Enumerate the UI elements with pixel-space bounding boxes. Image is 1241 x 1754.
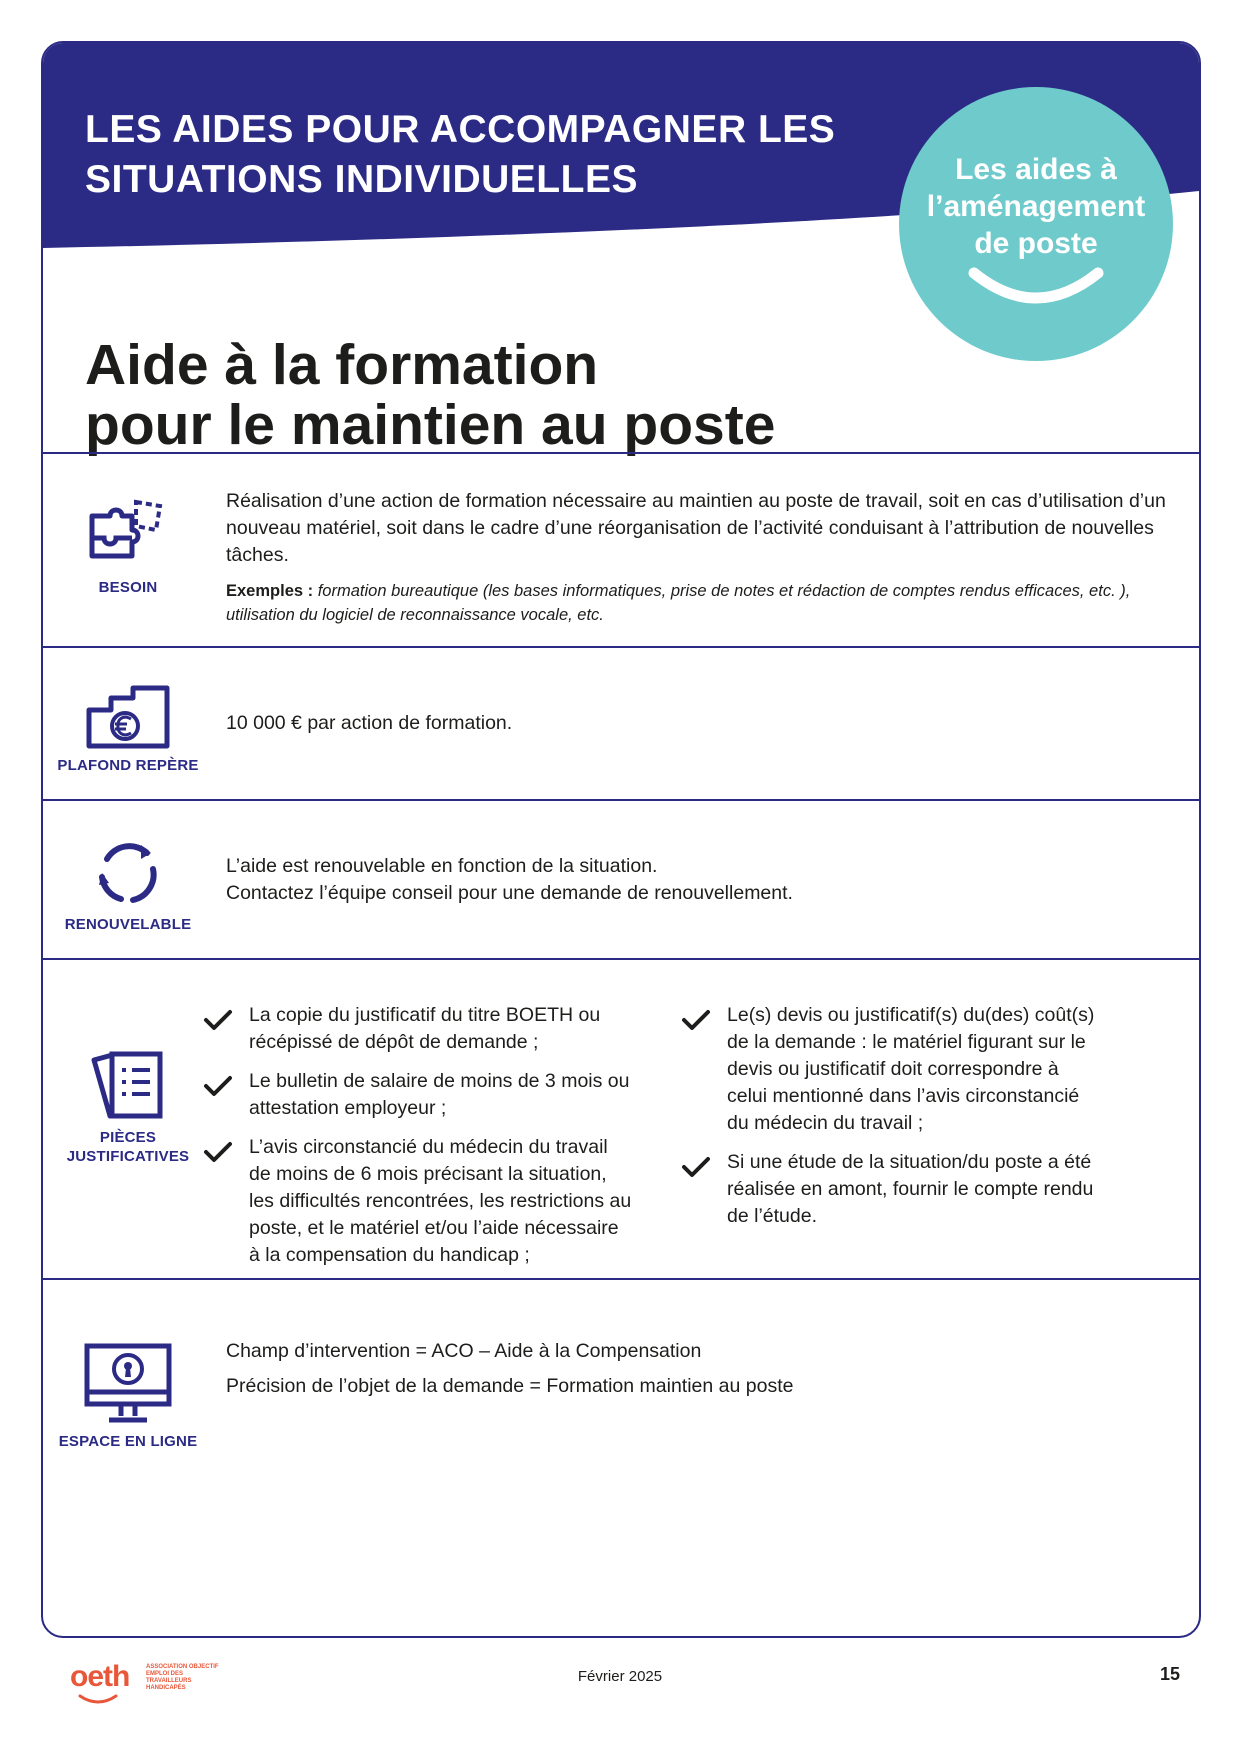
- page-title-line-1: Aide à la formation: [85, 333, 599, 397]
- section-renouvelable: [43, 799, 1199, 959]
- renouvelable-label: RENOUVELABLE: [64, 916, 192, 933]
- refresh-icon: [93, 839, 163, 909]
- computer-lock-icon: [83, 1342, 173, 1426]
- logo-subtitle: ASSOCIATION OBJECTIF EMPLOI DES TRAVAILLEURS HANDICAPÉS: [146, 1664, 219, 1691]
- list-item: [681, 1002, 1101, 1137]
- pieces-left-item-1: La copie du justificatif du titre BOETH ou récépissé de dépôt de demande ;: [249, 1004, 601, 1053]
- section-espace: [43, 1278, 1199, 1638]
- pieces-label-line-2: JUSTIFICATIVES: [66, 1148, 190, 1165]
- puzzle-icon: [88, 496, 168, 572]
- pieces-left-item-3: L’avis circonstancié du médecin du travail de moins de 6 mois précisant la situation, les difficultés rencontrées, les restrictions au poste, et le matériel et/ou l’aide nécessaire à la compensation du handicap ;: [249, 1136, 632, 1266]
- logo-wordmark: oeth: [70, 1660, 130, 1693]
- oeth-logo: [70, 1660, 219, 1694]
- renouvelable-line-1: L’aide est renouvelable en fonction de la situation.: [226, 855, 658, 877]
- besoin-icon-col: [43, 496, 213, 597]
- check-icon: [681, 1155, 711, 1179]
- badge-text: Les aides à l’aménagement de poste: [926, 153, 1146, 260]
- espace-line-1: Champ d’intervention = ACO – Aide à la Compensation: [226, 1340, 702, 1362]
- page-title-line-2: pour le maintien au poste: [85, 393, 776, 457]
- plafond-text: 10 000 € par action de formation.: [226, 712, 513, 734]
- euro-stairs-icon: [85, 684, 171, 750]
- category-badge: [899, 87, 1173, 361]
- espace-line-2: Précision de l’objet de la demande = Formation maintien au poste: [226, 1375, 794, 1397]
- documents-icon: [90, 1050, 166, 1122]
- check-icon: [681, 1008, 711, 1032]
- renouvelable-icon-col: [43, 839, 213, 934]
- list-item: [203, 1134, 633, 1269]
- besoin-content: [226, 488, 1166, 627]
- espace-label: ESPACE EN LIGNE: [58, 1433, 198, 1450]
- examples-text: formation bureautique (les bases informatiques, prise de notes et rédaction de comptes rendus efficaces, etc. ), utilisation du logiciel de reconnaissance vocale, etc.: [226, 582, 1131, 624]
- plafond-icon-col: [43, 684, 213, 775]
- section-besoin: [43, 452, 1199, 648]
- page-number: 15: [1159, 1664, 1180, 1684]
- list-item: [203, 1002, 633, 1056]
- check-icon: [203, 1140, 233, 1164]
- pieces-label-line-1: PIÈCES: [99, 1129, 157, 1146]
- pieces-left-item-2: Le bulletin de salaire de moins de 3 mois ou attestation employeur ;: [249, 1070, 630, 1119]
- renouvelable-content: [226, 853, 1166, 907]
- pieces-label: [43, 1128, 213, 1166]
- list-item: [203, 1068, 633, 1122]
- renouvelable-line-2: Contactez l’équipe conseil pour une demande de renouvellement.: [226, 882, 793, 904]
- pieces-right-item-2: Si une étude de la situation/du poste a été réalisée en amont, fournir le compte rendu de l’étude.: [727, 1151, 1094, 1227]
- examples-label: Exemples :: [226, 582, 314, 600]
- aid-card: [41, 41, 1201, 1638]
- besoin-label: BESOIN: [98, 579, 158, 596]
- logo-smile-icon: [78, 1694, 118, 1706]
- espace-icon-col: [43, 1342, 213, 1451]
- check-icon: [203, 1074, 233, 1098]
- besoin-examples: [226, 579, 1166, 627]
- check-icon: [203, 1008, 233, 1032]
- section-plafond: [43, 646, 1199, 800]
- besoin-text: Réalisation d’une action de formation nécessaire au maintien au poste de travail, soit en cas d’utilisation d’un nouveau matériel, soit dans le cadre d’une réorganisation de l’activité conduisant à l’attribution de nouvelles tâches.: [226, 490, 1166, 566]
- pieces-icon-col: [43, 1050, 213, 1166]
- list-item: [681, 1149, 1101, 1230]
- pieces-list-left: [203, 1002, 633, 1281]
- pieces-right-item-1: Le(s) devis ou justificatif(s) du(des) coût(s) de la demande : le matériel figurant sur le devis ou justificatif doit correspondre à celui mentionné dans l’avis circonstancié du médecin du travail ;: [727, 1004, 1095, 1134]
- page-title: [85, 335, 905, 455]
- smile-icon: [966, 263, 1106, 323]
- plafond-label: PLAFOND REPÈRE: [57, 757, 199, 774]
- footer-date: Février 2025: [577, 1668, 663, 1685]
- header-title: LES AIDES POUR ACCOMPAGNER LES SITUATIONS INDIVIDUELLES: [85, 108, 836, 201]
- pieces-list-right: [681, 1002, 1101, 1242]
- section-pieces: [43, 958, 1199, 1279]
- espace-content: [226, 1338, 1166, 1400]
